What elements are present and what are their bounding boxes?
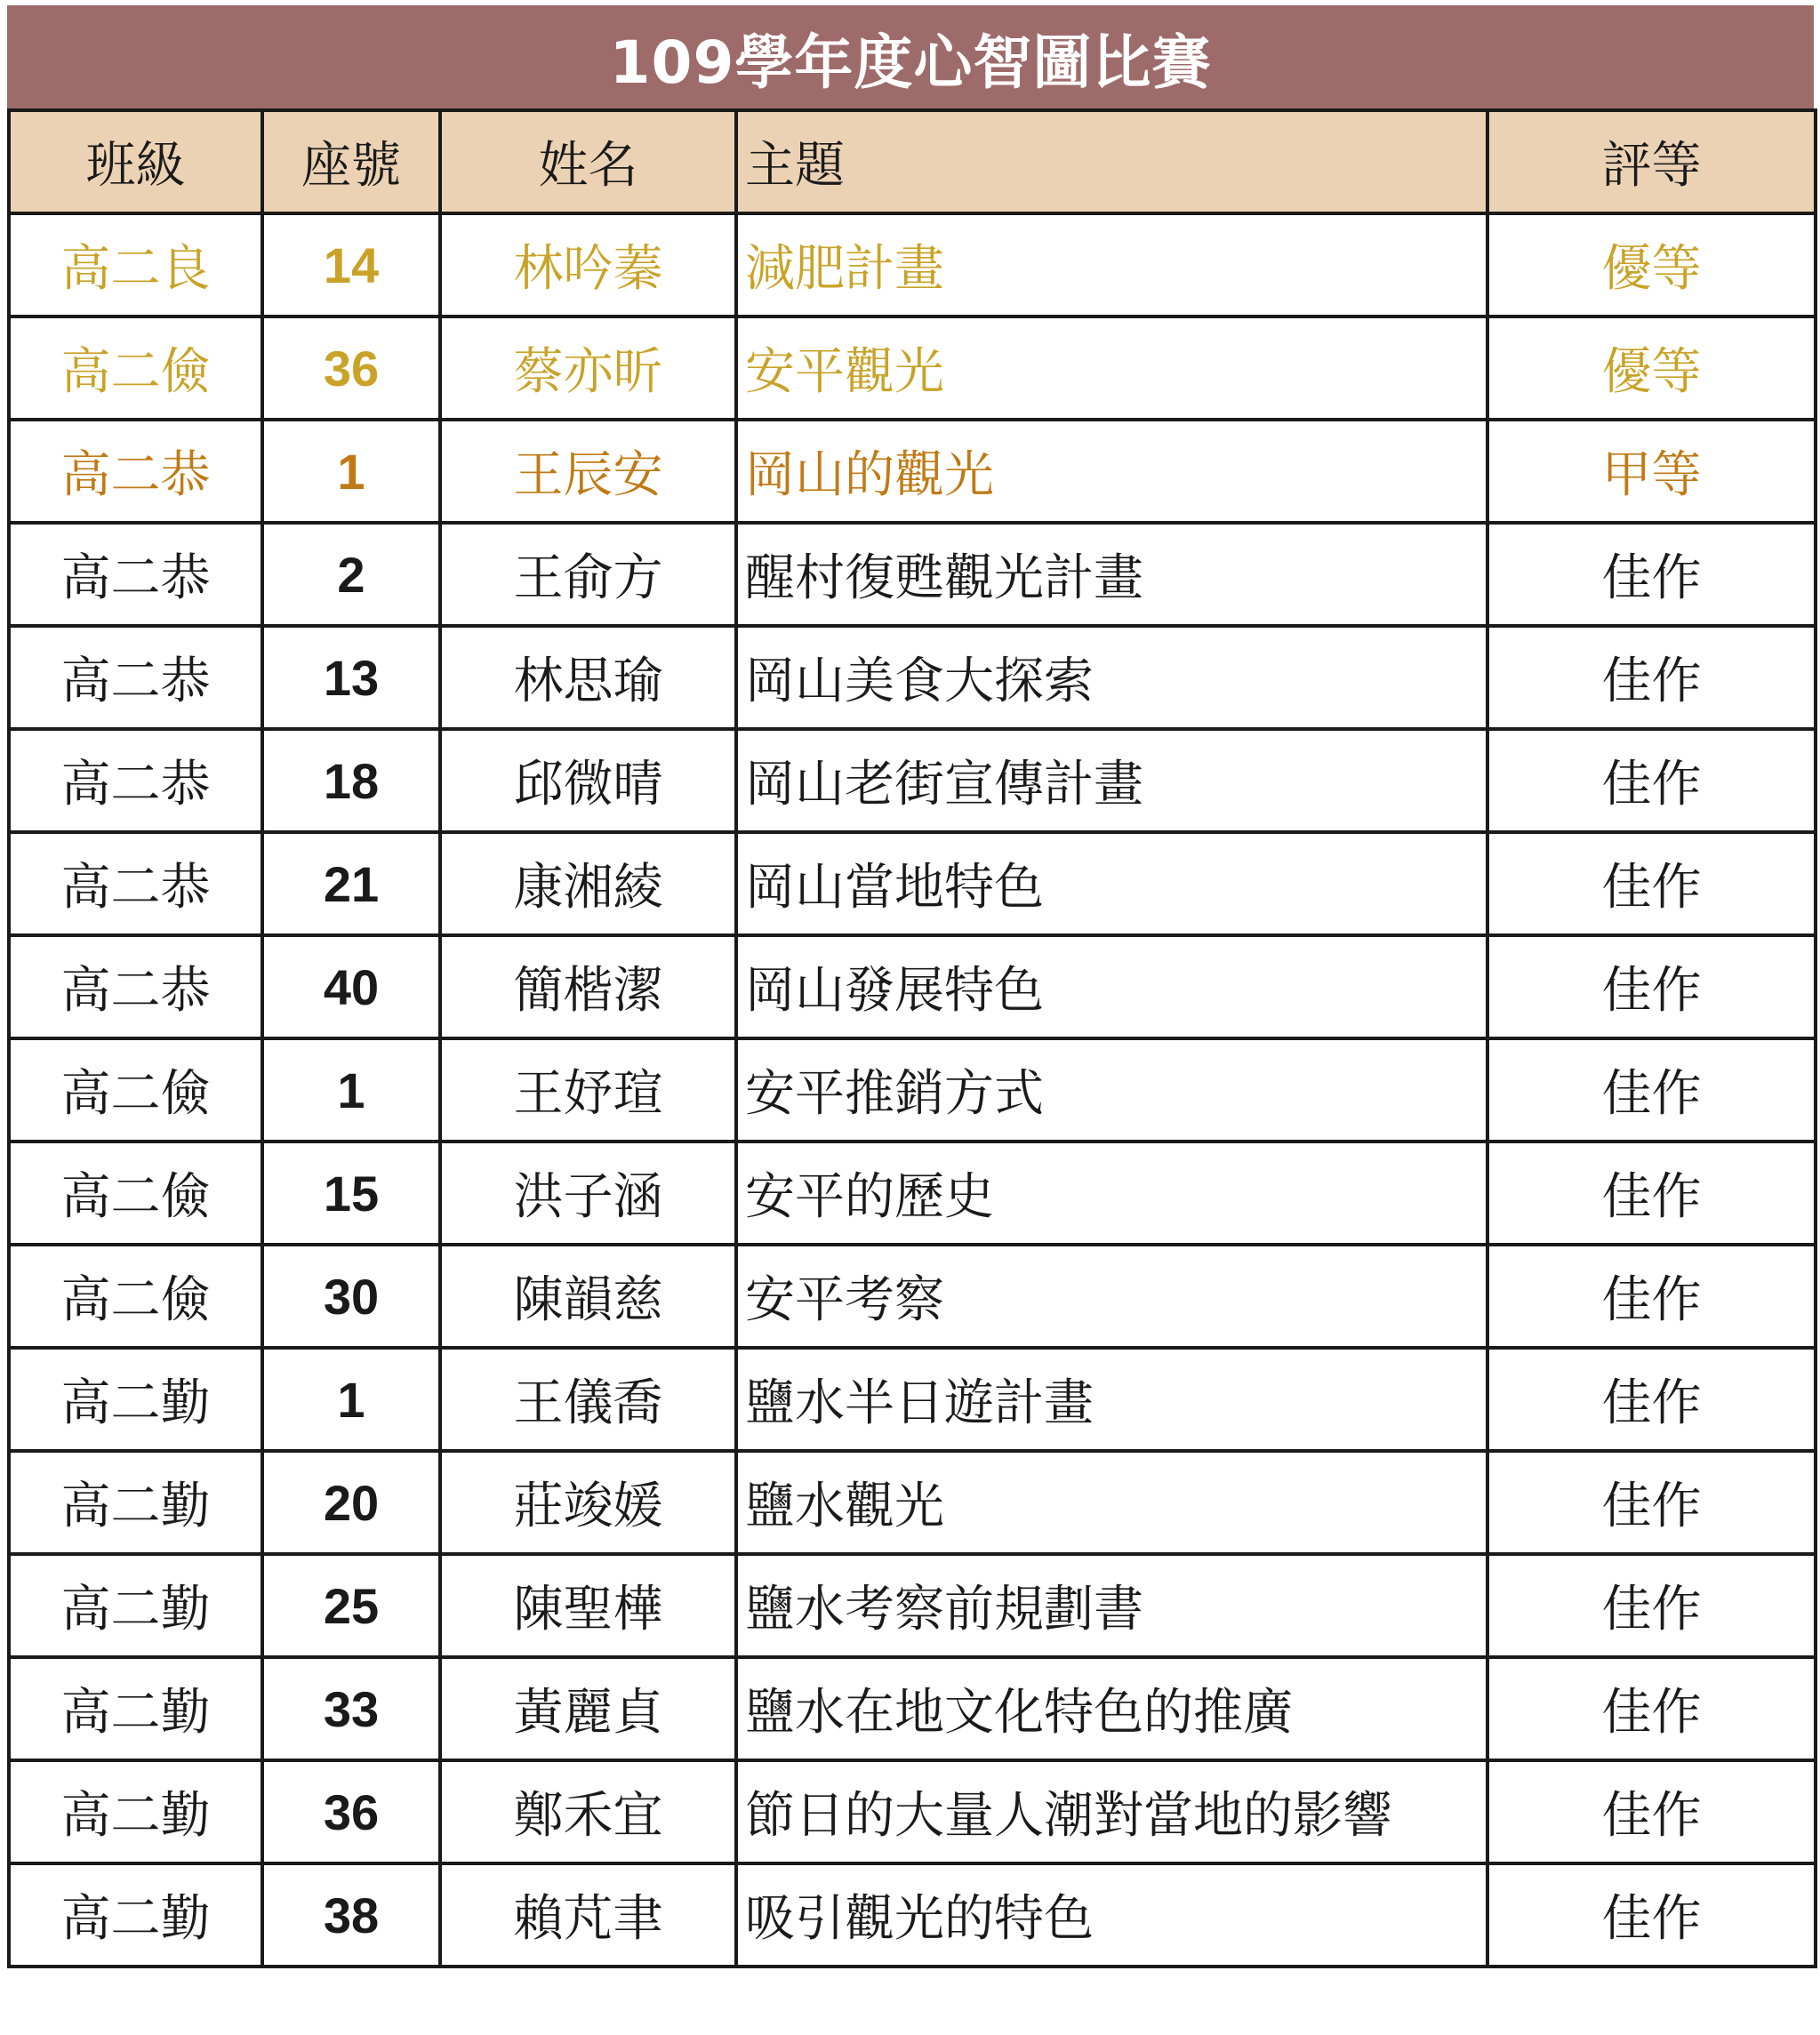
cell-name: 王辰安 [440, 420, 736, 523]
cell-seat: 15 [262, 1142, 440, 1245]
cell-name: 康湘綾 [440, 832, 736, 935]
cell-grade: 佳作 [1487, 626, 1816, 729]
cell-topic: 安平考察 [736, 1245, 1487, 1348]
cell-seat: 1 [262, 1348, 440, 1451]
cell-topic: 鹽水在地文化特色的推廣 [736, 1657, 1487, 1760]
table-row [9, 935, 1816, 1038]
cell-seat: 21 [262, 832, 440, 935]
cell-grade: 佳作 [1487, 1760, 1816, 1863]
cell-class: 高二恭 [9, 729, 262, 832]
table-row [9, 213, 1816, 316]
cell-grade: 優等 [1487, 213, 1816, 316]
cell-seat: 30 [262, 1245, 440, 1348]
cell-seat: 38 [262, 1863, 440, 1967]
cell-class: 高二恭 [9, 832, 262, 935]
cell-class: 高二勤 [9, 1554, 262, 1657]
table-row [9, 1142, 1816, 1245]
cell-name: 邱微晴 [440, 729, 736, 832]
title-text: 109學年度心智圖比賽 [609, 28, 1212, 97]
header-grade: 評等 [1487, 110, 1816, 213]
table-row [9, 1348, 1816, 1451]
cell-class: 高二恭 [9, 935, 262, 1038]
cell-grade: 佳作 [1487, 1451, 1816, 1554]
table-row [9, 1760, 1816, 1863]
cell-grade: 佳作 [1487, 832, 1816, 935]
table-row [9, 729, 1816, 832]
cell-topic: 岡山老街宣傳計畫 [736, 729, 1487, 832]
table-row [9, 523, 1816, 626]
cell-class: 高二恭 [9, 626, 262, 729]
cell-topic: 吸引觀光的特色 [736, 1863, 1487, 1967]
table-row [9, 1245, 1816, 1348]
cell-grade: 甲等 [1487, 420, 1816, 523]
cell-class: 高二恭 [9, 420, 262, 523]
cell-seat: 36 [262, 1760, 440, 1863]
cell-name: 王妤瑄 [440, 1038, 736, 1142]
results-sheet [7, 5, 1814, 1968]
cell-topic: 安平觀光 [736, 316, 1487, 420]
cell-class: 高二勤 [9, 1451, 262, 1554]
cell-grade: 佳作 [1487, 1142, 1816, 1245]
cell-name: 林思瑜 [440, 626, 736, 729]
cell-topic: 減肥計畫 [736, 213, 1487, 316]
header-class: 班級 [9, 110, 262, 213]
cell-seat: 40 [262, 935, 440, 1038]
cell-grade: 佳作 [1487, 1554, 1816, 1657]
cell-seat: 18 [262, 729, 440, 832]
table-row [9, 420, 1816, 523]
cell-class: 高二勤 [9, 1760, 262, 1863]
table-row [9, 1038, 1816, 1142]
header-topic: 主題 [736, 110, 1487, 213]
cell-grade: 佳作 [1487, 1038, 1816, 1142]
cell-seat: 25 [262, 1554, 440, 1657]
cell-seat: 36 [262, 316, 440, 420]
cell-seat: 13 [262, 626, 440, 729]
table-row [9, 1554, 1816, 1657]
table-row [9, 626, 1816, 729]
cell-seat: 20 [262, 1451, 440, 1554]
cell-class: 高二儉 [9, 1142, 262, 1245]
cell-grade: 佳作 [1487, 1863, 1816, 1967]
cell-topic: 岡山當地特色 [736, 832, 1487, 935]
cell-topic: 醒村復甦觀光計畫 [736, 523, 1487, 626]
cell-class: 高二良 [9, 213, 262, 316]
cell-grade: 佳作 [1487, 1348, 1816, 1451]
table-body [9, 213, 1816, 1967]
page-title [7, 5, 1814, 108]
cell-name: 簡楷潔 [440, 935, 736, 1038]
cell-name: 蔡亦昕 [440, 316, 736, 420]
cell-topic: 安平推銷方式 [736, 1038, 1487, 1142]
cell-seat: 1 [262, 1038, 440, 1142]
cell-topic: 鹽水觀光 [736, 1451, 1487, 1554]
cell-grade: 優等 [1487, 316, 1816, 420]
cell-grade: 佳作 [1487, 1657, 1816, 1760]
header-name: 姓名 [440, 110, 736, 213]
table-header-row [9, 110, 1816, 213]
cell-class: 高二恭 [9, 523, 262, 626]
cell-topic: 節日的大量人潮對當地的影響 [736, 1760, 1487, 1863]
cell-name: 鄭禾宜 [440, 1760, 736, 1863]
cell-topic: 安平的歷史 [736, 1142, 1487, 1245]
results-table [7, 108, 1817, 1968]
cell-seat: 1 [262, 420, 440, 523]
table-row [9, 1863, 1816, 1967]
table-row [9, 1657, 1816, 1760]
header-seat: 座號 [262, 110, 440, 213]
cell-name: 賴芃聿 [440, 1863, 736, 1967]
cell-name: 王俞方 [440, 523, 736, 626]
cell-class: 高二勤 [9, 1863, 262, 1967]
cell-class: 高二儉 [9, 316, 262, 420]
table-row [9, 316, 1816, 420]
cell-class: 高二勤 [9, 1657, 262, 1760]
cell-name: 陳聖樺 [440, 1554, 736, 1657]
cell-topic: 鹽水考察前規劃書 [736, 1554, 1487, 1657]
cell-class: 高二勤 [9, 1348, 262, 1451]
cell-seat: 14 [262, 213, 440, 316]
cell-seat: 2 [262, 523, 440, 626]
cell-seat: 33 [262, 1657, 440, 1760]
cell-name: 林吟蓁 [440, 213, 736, 316]
cell-grade: 佳作 [1487, 935, 1816, 1038]
cell-name: 黃麗貞 [440, 1657, 736, 1760]
cell-topic: 岡山發展特色 [736, 935, 1487, 1038]
cell-name: 莊竣媛 [440, 1451, 736, 1554]
cell-topic: 岡山美食大探索 [736, 626, 1487, 729]
cell-grade: 佳作 [1487, 1245, 1816, 1348]
cell-name: 陳韻慈 [440, 1245, 736, 1348]
table-row [9, 832, 1816, 935]
cell-grade: 佳作 [1487, 729, 1816, 832]
cell-topic: 鹽水半日遊計畫 [736, 1348, 1487, 1451]
cell-class: 高二儉 [9, 1245, 262, 1348]
cell-topic: 岡山的觀光 [736, 420, 1487, 523]
cell-name: 洪子涵 [440, 1142, 736, 1245]
cell-name: 王儀喬 [440, 1348, 736, 1451]
table-row [9, 1451, 1816, 1554]
cell-grade: 佳作 [1487, 523, 1816, 626]
cell-class: 高二儉 [9, 1038, 262, 1142]
